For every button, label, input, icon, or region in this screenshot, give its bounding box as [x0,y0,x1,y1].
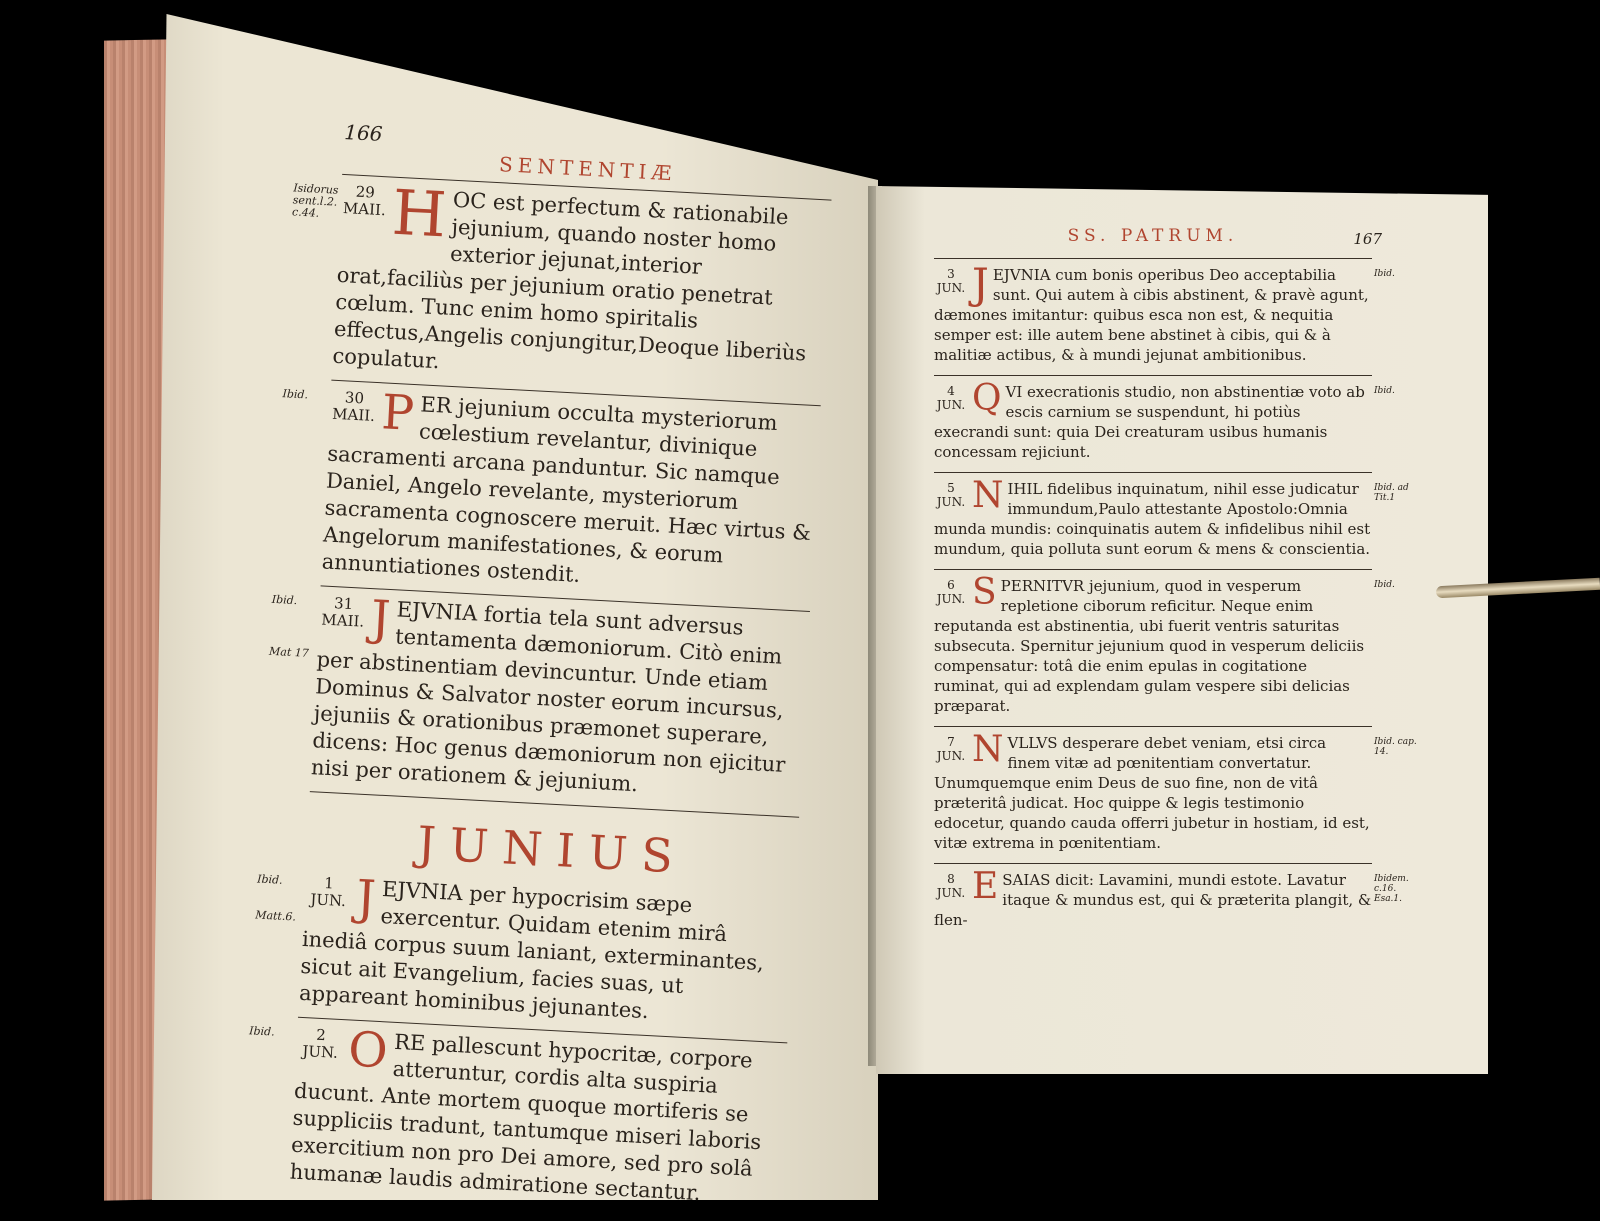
entry-date: 3 JUN. [936,267,966,295]
entry-text: EJVNIA per hypocrisim sæpe exercentur. Quidam etenim mirâ inediâ corpus suum laniant, exterminantes, sicut ait Evangelium, facies suas, ut appareant hominibus jejunantes. [298,877,765,1024]
entry-may-29 [291,175,831,395]
drop-initial: J [354,869,378,927]
entry-text: EJVNIA cum bonis operibus Deo acceptabilia sunt. Qui autem à cibis abstinent, & pravè agunt, dæmones imitantur: quibus esca non est, & nequitia semper est: ille autem bene abstinet à cibis, qui & à malitiæ actibus, & à mundi jejunat ambitionibus. [934,266,1369,364]
month-heading: JUNIUS [415,815,689,884]
running-head-right: SS. PATRUM. [1067,226,1239,246]
rule [934,863,1372,864]
margin-note: Matt.6. [254,908,297,924]
entry-date: 8 JUN. [936,872,966,900]
entry-june-6 [934,572,1395,716]
entry-date: 4 JUN. [936,384,966,412]
entry-text: IHIL fidelibus inquinatum, nihil esse judicatur immundum,Paulo attestante Apostolo:Omnia munda mundis: coinquinatis autem & infidelibus nihil est mundum, quia polluta sunt eorum & mens & conscientia. [934,480,1371,558]
entry-date: 31 MAII. [320,594,365,631]
drop-initial: E [972,866,999,907]
entry-june-7 [934,729,1417,853]
entry-june-5 [934,475,1409,559]
rule [934,375,1372,376]
entry-june-2 [248,1021,787,1211]
entry-date: 5 JUN. [936,481,966,509]
entry-may-30 [282,384,820,601]
entry-june-8 [934,866,1409,930]
rule [934,726,1372,727]
margin-note: Ibid. [248,1024,275,1039]
margin-note: Isidorus sent.l.2. c.44. [291,181,339,220]
drop-initial: Q [972,378,1002,419]
drop-initial: S [972,572,997,613]
entry-june-1 [254,869,795,1032]
page-number-right: 167 [1353,230,1382,248]
entry-date: 2 JUN. [301,1025,339,1062]
margin-note: Ibid. ad Tit.1 [1374,483,1409,503]
drop-initial: J [369,590,392,648]
drop-initial: J [972,259,989,308]
entry-text: EJVNIA fortia tela sunt adversus tentamenta dæmoniorum. Citò enim per abstinentiam devincuntur. Unde etiam Dominus & Salvator noster eorum incursus, jejuniis & orationibus præmonet superare, dicens: Hoc genus dæmoniorum non ejicitur nisi per orationem & jejunium. [310,597,786,797]
entry-text: SAIAS dicit: Lavamini, mundi estote. Lavatur itaque & mundus est, qui & præterita plangit, & flen- [934,871,1372,929]
drop-initial: N [972,729,1004,770]
right-page-text [934,226,1417,940]
rule [934,569,1372,570]
margin-note: Ibid. [1374,386,1395,396]
entry-text: VI execrationis studio, non abstinentiæ voto ab escis carnium se suspendunt, hi potiùs execrandi sunt: quia Dei creaturam usibus humanis concessam rejiciunt. [934,383,1365,461]
entry-text: RE pallescunt hypocritæ, corpore atteruntur, cordis alta suspiria ducunt. Ante mortem quoque mortiferis se suppliciis tradunt, tantumque miseri laboris exercitium non pro Dei amore, sed pro solâ humanæ laudis admiratione sectantur. [289,1029,762,1206]
entry-text: PERNITVR jejunium, quod in vesperum repletione ciborum reficitur. Neque enim reputanda est abstinentia, ubi fuerit ventris saturitas subsecuta. Spernitur jejunium quod in vesperum deliciis compensatur: totâ die enim epulas in cogitatione ruminat, qui ad explendam gulam vespere sibi delicias præparat. [934,577,1365,715]
margin-note: Ibid. [256,872,283,887]
running-head-left: SENTENTIÆ [498,152,678,186]
entry-date: 1 JUN. [309,873,347,911]
left-page-text [248,120,835,1221]
drop-initial: N [972,475,1004,516]
entry-date: 7 JUN. [936,735,966,763]
margin-note: Ibid. [271,592,298,608]
drop-initial: P [380,384,416,442]
right-header [934,226,1382,252]
entry-date: 6 JUN. [936,578,966,606]
margin-note: Ibid. [282,387,309,402]
rule [934,258,1372,259]
entry-may-31 [268,590,809,806]
rule [934,472,1372,473]
entry-june-4 [934,378,1395,462]
margin-note: Ibidem. c.16. Esa.1. [1374,874,1409,904]
entry-text: ER jejunium occulta mysteriorum cœlestium revelantur, divinique sacramenti arcana panduntur. Sic namque Daniel, Angelo revelante, mysteriorum sacramenta cognoscere meruit. Hæc virtus & Angelorum manifestationes, & eorum annuntiationes ostendit. [321,392,812,587]
entry-june-3 [934,259,1395,365]
margin-note: Ibid. cap. 14. [1374,737,1417,757]
margin-note: Ibid. [1374,269,1395,279]
margin-note: Mat 17 [268,644,310,660]
page-number-left: 166 [343,120,384,146]
entry-text: OC est perfectum & rationabile jejunium, quando noster homo exterior jejunat,interior orat,faciliùs per jejunium oratio penetrat cœlum. Tunc enim homo spiritalis effectus,Angelis conjungitur,Deoque liberiùs copulatur. [332,187,807,374]
margin-note: Ibid. [1374,580,1395,590]
entry-text: VLLVS desperare debet veniam, etsi circa finem vitæ ad pœnitentiam convertatur. Unumquemque enim Deus de suo fine, non de vitâ præteritâ judicat. Hoc quippe & legis testimonio edocetur, quando cauda offerri jubetur in hostiam, id est, vitæ extrema in pœnitentiam. [934,734,1370,852]
entry-date: 30 MAII. [331,388,376,425]
drop-initial: H [390,175,449,252]
drop-initial: O [346,1021,390,1080]
entry-date: 29 MAII. [342,182,387,220]
